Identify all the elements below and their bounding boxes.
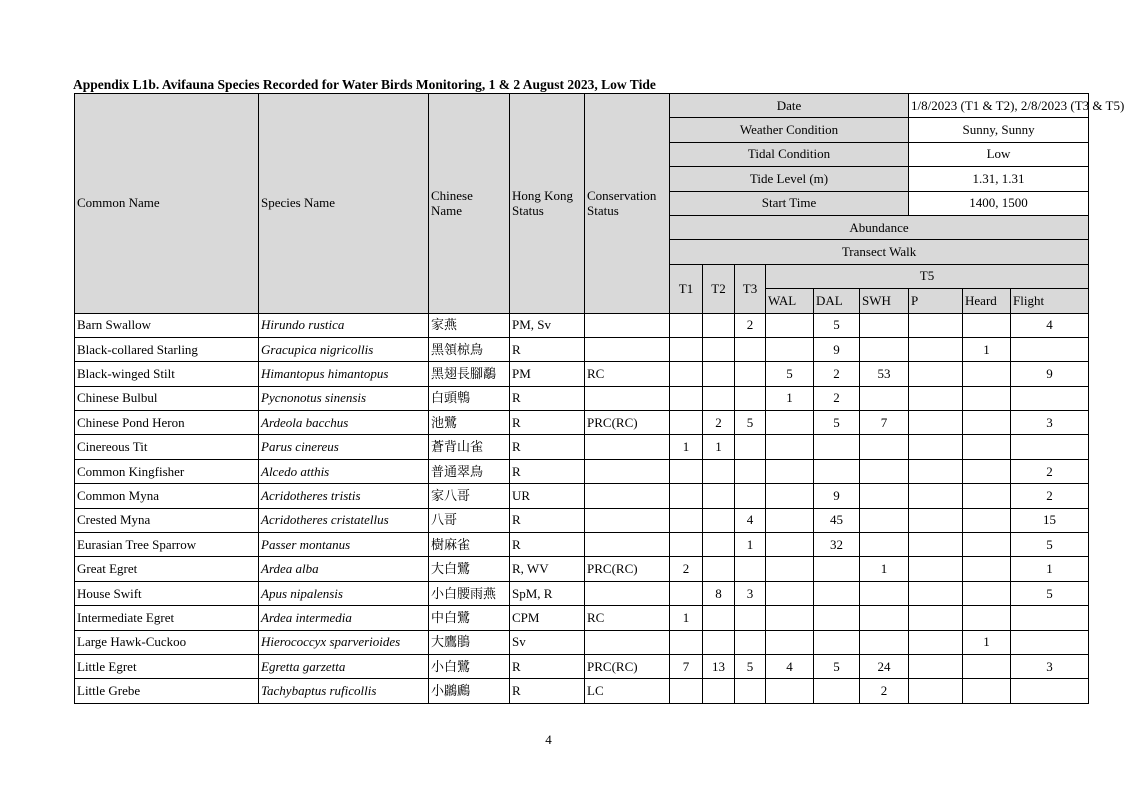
heard-count-cell xyxy=(963,386,1011,410)
t1-count-cell xyxy=(670,484,703,508)
swh-count-cell xyxy=(860,606,909,630)
dal-count-cell: 9 xyxy=(814,337,860,361)
swh-count-cell xyxy=(860,630,909,654)
heard-count-cell: 1 xyxy=(963,337,1011,361)
header-flight: Flight xyxy=(1011,289,1089,313)
hk-status-cell: SpM, R xyxy=(510,581,585,605)
t2-count-cell xyxy=(703,459,735,483)
t1-count-cell xyxy=(670,533,703,557)
wal-count-cell xyxy=(766,630,814,654)
dal-count-cell xyxy=(814,630,860,654)
t1-count-cell: 2 xyxy=(670,557,703,581)
dal-count-cell: 5 xyxy=(814,654,860,678)
table-row xyxy=(75,606,1089,630)
header-p: P xyxy=(909,289,963,313)
common-name-cell: Barn Swallow xyxy=(75,313,259,337)
header-weather-label: Weather Condition xyxy=(670,118,909,142)
t1-count-cell: 1 xyxy=(670,606,703,630)
common-name-cell: House Swift xyxy=(75,581,259,605)
table-body xyxy=(75,313,1089,703)
heard-count-cell xyxy=(963,508,1011,532)
species-name-cell: Acridotheres tristis xyxy=(259,484,429,508)
dal-count-cell xyxy=(814,435,860,459)
dal-count-cell xyxy=(814,459,860,483)
table-header xyxy=(75,94,1124,314)
conservation-status-cell: PRC(RC) xyxy=(585,654,670,678)
flight-count-cell: 5 xyxy=(1011,533,1089,557)
heard-count-cell xyxy=(963,411,1011,435)
wal-count-cell xyxy=(766,557,814,581)
page-number: 4 xyxy=(545,732,552,747)
dal-count-cell: 2 xyxy=(814,386,860,410)
t2-count-cell xyxy=(703,508,735,532)
swh-count-cell xyxy=(860,581,909,605)
table-row xyxy=(75,654,1089,678)
p-count-cell xyxy=(909,337,963,361)
table-row xyxy=(75,484,1089,508)
table-row xyxy=(75,386,1089,410)
hk-status-cell: R xyxy=(510,533,585,557)
t3-count-cell xyxy=(735,679,766,703)
swh-count-cell xyxy=(860,435,909,459)
species-name-cell: Himantopus himantopus xyxy=(259,362,429,386)
p-count-cell xyxy=(909,411,963,435)
t1-count-cell: 7 xyxy=(670,654,703,678)
header-common-name: Common Name xyxy=(75,94,259,314)
swh-count-cell: 1 xyxy=(860,557,909,581)
header-heard: Heard xyxy=(963,289,1011,313)
flight-count-cell: 2 xyxy=(1011,459,1089,483)
species-name-cell: Parus cinereus xyxy=(259,435,429,459)
conservation-status-cell xyxy=(585,533,670,557)
p-count-cell xyxy=(909,654,963,678)
t3-count-cell: 2 xyxy=(735,313,766,337)
dal-count-cell: 45 xyxy=(814,508,860,532)
hk-status-cell: PM, Sv xyxy=(510,313,585,337)
dal-count-cell xyxy=(814,679,860,703)
t3-count-cell xyxy=(735,435,766,459)
wal-count-cell xyxy=(766,533,814,557)
flight-count-cell xyxy=(1011,435,1089,459)
t2-count-cell xyxy=(703,533,735,557)
chinese-name-cell: 中白鷺 xyxy=(429,606,510,630)
flight-count-cell xyxy=(1011,679,1089,703)
dal-count-cell xyxy=(814,606,860,630)
wal-count-cell xyxy=(766,606,814,630)
chinese-name-cell: 八哥 xyxy=(429,508,510,532)
swh-count-cell xyxy=(860,508,909,532)
t1-count-cell xyxy=(670,362,703,386)
flight-count-cell xyxy=(1011,630,1089,654)
common-name-cell: Common Myna xyxy=(75,484,259,508)
t1-count-cell xyxy=(670,581,703,605)
t3-count-cell: 4 xyxy=(735,508,766,532)
conservation-status-cell xyxy=(585,337,670,361)
wal-count-cell xyxy=(766,679,814,703)
conservation-status-cell xyxy=(585,435,670,459)
t3-count-cell xyxy=(735,484,766,508)
t1-count-cell xyxy=(670,679,703,703)
common-name-cell: Chinese Pond Heron xyxy=(75,411,259,435)
t1-count-cell xyxy=(670,313,703,337)
p-count-cell xyxy=(909,459,963,483)
p-count-cell xyxy=(909,630,963,654)
wal-count-cell: 4 xyxy=(766,654,814,678)
species-name-cell: Gracupica nigricollis xyxy=(259,337,429,361)
species-name-cell: Egretta garzetta xyxy=(259,654,429,678)
wal-count-cell xyxy=(766,508,814,532)
chinese-name-cell: 普通翠鳥 xyxy=(429,459,510,483)
wal-count-cell xyxy=(766,313,814,337)
hk-status-cell: R, WV xyxy=(510,557,585,581)
table-row xyxy=(75,630,1089,654)
table-row xyxy=(75,581,1089,605)
hk-status-cell: R xyxy=(510,411,585,435)
header-start-time-value: 1400, 1500 xyxy=(909,191,1089,215)
header-transect-walk: Transect Walk xyxy=(670,240,1089,264)
conservation-status-cell xyxy=(585,459,670,483)
common-name-cell: Common Kingfisher xyxy=(75,459,259,483)
t3-count-cell xyxy=(735,606,766,630)
header-tidal-value: Low xyxy=(909,142,1089,166)
t2-count-cell xyxy=(703,386,735,410)
t2-count-cell xyxy=(703,630,735,654)
dal-count-cell: 9 xyxy=(814,484,860,508)
species-table xyxy=(74,93,1124,704)
common-name-cell: Little Egret xyxy=(75,654,259,678)
dal-count-cell: 32 xyxy=(814,533,860,557)
chinese-name-cell: 小白鷺 xyxy=(429,654,510,678)
table-row xyxy=(75,411,1089,435)
conservation-status-cell: PRC(RC) xyxy=(585,411,670,435)
conservation-status-cell xyxy=(585,581,670,605)
swh-count-cell: 7 xyxy=(860,411,909,435)
species-name-cell: Ardea intermedia xyxy=(259,606,429,630)
chinese-name-cell: 黑翅長腳鷸 xyxy=(429,362,510,386)
p-count-cell xyxy=(909,533,963,557)
species-name-cell: Apus nipalensis xyxy=(259,581,429,605)
header-wal: WAL xyxy=(766,289,814,313)
t1-count-cell xyxy=(670,386,703,410)
dal-count-cell xyxy=(814,581,860,605)
swh-count-cell xyxy=(860,337,909,361)
wal-count-cell xyxy=(766,484,814,508)
t2-count-cell xyxy=(703,484,735,508)
chinese-name-cell: 大白鷺 xyxy=(429,557,510,581)
hk-status-cell: CPM xyxy=(510,606,585,630)
conservation-status-cell xyxy=(585,313,670,337)
common-name-cell: Black-winged Stilt xyxy=(75,362,259,386)
hk-status-cell: R xyxy=(510,337,585,361)
chinese-name-cell: 小鸊鷉 xyxy=(429,679,510,703)
header-tide-level-label: Tide Level (m) xyxy=(670,167,909,191)
hk-status-cell: PM xyxy=(510,362,585,386)
wal-count-cell: 1 xyxy=(766,386,814,410)
p-count-cell xyxy=(909,313,963,337)
dal-count-cell: 5 xyxy=(814,411,860,435)
p-count-cell xyxy=(909,581,963,605)
header-t2: T2 xyxy=(703,264,735,313)
species-name-cell: Pycnonotus sinensis xyxy=(259,386,429,410)
p-count-cell xyxy=(909,484,963,508)
heard-count-cell xyxy=(963,606,1011,630)
heard-count-cell xyxy=(963,459,1011,483)
p-count-cell xyxy=(909,679,963,703)
common-name-cell: Great Egret xyxy=(75,557,259,581)
hk-status-cell: UR xyxy=(510,484,585,508)
common-name-cell: Chinese Bulbul xyxy=(75,386,259,410)
swh-count-cell xyxy=(860,313,909,337)
hk-status-cell: R xyxy=(510,386,585,410)
swh-count-cell xyxy=(860,484,909,508)
p-count-cell xyxy=(909,362,963,386)
t3-count-cell xyxy=(735,337,766,361)
p-count-cell xyxy=(909,606,963,630)
header-tidal-label: Tidal Condition xyxy=(670,142,909,166)
table-row xyxy=(75,362,1089,386)
header-weather-value: Sunny, Sunny xyxy=(909,118,1089,142)
t1-count-cell xyxy=(670,630,703,654)
t1-count-cell xyxy=(670,411,703,435)
header-hk-status: Hong Kong Status xyxy=(510,94,585,314)
header-conservation-status: Conservation Status xyxy=(585,94,670,314)
t2-count-cell xyxy=(703,313,735,337)
header-date-label: Date xyxy=(670,94,909,118)
conservation-status-cell: PRC(RC) xyxy=(585,557,670,581)
hk-status-cell: R xyxy=(510,459,585,483)
species-name-cell: Ardeola bacchus xyxy=(259,411,429,435)
wal-count-cell xyxy=(766,435,814,459)
flight-count-cell: 9 xyxy=(1011,362,1089,386)
table-row xyxy=(75,435,1089,459)
chinese-name-cell: 白頭鵯 xyxy=(429,386,510,410)
wal-count-cell xyxy=(766,581,814,605)
chinese-name-cell: 小白腰雨燕 xyxy=(429,581,510,605)
swh-count-cell: 2 xyxy=(860,679,909,703)
t2-count-cell: 1 xyxy=(703,435,735,459)
chinese-name-cell: 池鷺 xyxy=(429,411,510,435)
t2-count-cell: 13 xyxy=(703,654,735,678)
t2-count-cell xyxy=(703,362,735,386)
chinese-name-cell: 大鷹鵑 xyxy=(429,630,510,654)
conservation-status-cell xyxy=(585,386,670,410)
wal-count-cell xyxy=(766,337,814,361)
t3-count-cell xyxy=(735,362,766,386)
swh-count-cell: 24 xyxy=(860,654,909,678)
common-name-cell: Eurasian Tree Sparrow xyxy=(75,533,259,557)
p-count-cell xyxy=(909,508,963,532)
conservation-status-cell: RC xyxy=(585,362,670,386)
species-name-cell: Passer montanus xyxy=(259,533,429,557)
header-t5: T5 xyxy=(766,264,1089,288)
table-row xyxy=(75,679,1089,703)
species-name-cell: Tachybaptus ruficollis xyxy=(259,679,429,703)
t3-count-cell xyxy=(735,557,766,581)
table-row xyxy=(75,337,1089,361)
chinese-name-cell: 蒼背山雀 xyxy=(429,435,510,459)
hk-status-cell: R xyxy=(510,654,585,678)
flight-count-cell: 4 xyxy=(1011,313,1089,337)
flight-count-cell: 3 xyxy=(1011,411,1089,435)
flight-count-cell: 2 xyxy=(1011,484,1089,508)
header-dal: DAL xyxy=(814,289,860,313)
chinese-name-cell: 家燕 xyxy=(429,313,510,337)
flight-count-cell xyxy=(1011,386,1089,410)
t2-count-cell xyxy=(703,557,735,581)
dal-count-cell: 2 xyxy=(814,362,860,386)
conservation-status-cell: RC xyxy=(585,606,670,630)
dal-count-cell: 5 xyxy=(814,313,860,337)
flight-count-cell xyxy=(1011,337,1089,361)
p-count-cell xyxy=(909,557,963,581)
species-name-cell: Hirundo rustica xyxy=(259,313,429,337)
table-row xyxy=(75,557,1089,581)
common-name-cell: Crested Myna xyxy=(75,508,259,532)
hk-status-cell: Sv xyxy=(510,630,585,654)
hk-status-cell: R xyxy=(510,679,585,703)
chinese-name-cell: 黑領椋鳥 xyxy=(429,337,510,361)
heard-count-cell xyxy=(963,654,1011,678)
header-abundance: Abundance xyxy=(670,215,1089,239)
heard-count-cell xyxy=(963,533,1011,557)
common-name-cell: Large Hawk-Cuckoo xyxy=(75,630,259,654)
chinese-name-cell: 樹麻雀 xyxy=(429,533,510,557)
heard-count-cell xyxy=(963,581,1011,605)
flight-count-cell xyxy=(1011,606,1089,630)
conservation-status-cell xyxy=(585,484,670,508)
dal-count-cell xyxy=(814,557,860,581)
swh-count-cell xyxy=(860,533,909,557)
heard-count-cell xyxy=(963,484,1011,508)
flight-count-cell: 3 xyxy=(1011,654,1089,678)
conservation-status-cell xyxy=(585,508,670,532)
header-t1: T1 xyxy=(670,264,703,313)
t2-count-cell xyxy=(703,679,735,703)
hk-status-cell: R xyxy=(510,435,585,459)
heard-count-cell xyxy=(963,313,1011,337)
p-count-cell xyxy=(909,386,963,410)
swh-count-cell xyxy=(860,386,909,410)
flight-count-cell: 1 xyxy=(1011,557,1089,581)
table-row xyxy=(75,533,1089,557)
header-t3: T3 xyxy=(735,264,766,313)
common-name-cell: Little Grebe xyxy=(75,679,259,703)
common-name-cell: Cinereous Tit xyxy=(75,435,259,459)
header-tide-level-value: 1.31, 1.31 xyxy=(909,167,1089,191)
t1-count-cell xyxy=(670,508,703,532)
header-species-name: Species Name xyxy=(259,94,429,314)
wal-count-cell: 5 xyxy=(766,362,814,386)
heard-count-cell xyxy=(963,362,1011,386)
species-name-cell: Hierococcyx sparverioides xyxy=(259,630,429,654)
t3-count-cell xyxy=(735,459,766,483)
t3-count-cell xyxy=(735,630,766,654)
swh-count-cell: 53 xyxy=(860,362,909,386)
t2-count-cell xyxy=(703,606,735,630)
t2-count-cell: 8 xyxy=(703,581,735,605)
table-row xyxy=(75,459,1089,483)
flight-count-cell: 5 xyxy=(1011,581,1089,605)
wal-count-cell xyxy=(766,411,814,435)
t2-count-cell: 2 xyxy=(703,411,735,435)
t1-count-cell xyxy=(670,337,703,361)
species-name-cell: Acridotheres cristatellus xyxy=(259,508,429,532)
conservation-status-cell: LC xyxy=(585,679,670,703)
t3-count-cell: 5 xyxy=(735,411,766,435)
species-name-cell: Ardea alba xyxy=(259,557,429,581)
header-date-value: 1/8/2023 (T1 & T2), 2/8/2023 (T3 & T5) xyxy=(909,94,1089,118)
header-swh: SWH xyxy=(860,289,909,313)
t3-count-cell xyxy=(735,386,766,410)
t1-count-cell: 1 xyxy=(670,435,703,459)
header-start-time-label: Start Time xyxy=(670,191,909,215)
t1-count-cell xyxy=(670,459,703,483)
heard-count-cell: 1 xyxy=(963,630,1011,654)
p-count-cell xyxy=(909,435,963,459)
flight-count-cell: 15 xyxy=(1011,508,1089,532)
t3-count-cell: 5 xyxy=(735,654,766,678)
conservation-status-cell xyxy=(585,630,670,654)
table-row xyxy=(75,313,1089,337)
t2-count-cell xyxy=(703,337,735,361)
heard-count-cell xyxy=(963,679,1011,703)
t3-count-cell: 3 xyxy=(735,581,766,605)
t3-count-cell: 1 xyxy=(735,533,766,557)
hk-status-cell: R xyxy=(510,508,585,532)
header-chinese-name: Chinese Name xyxy=(429,94,510,314)
heard-count-cell xyxy=(963,557,1011,581)
table-row xyxy=(75,508,1089,532)
swh-count-cell xyxy=(860,459,909,483)
common-name-cell: Black-collared Starling xyxy=(75,337,259,361)
appendix-title: Appendix L1b. Avifauna Species Recorded for Water Birds Monitoring, 1 & 2 August 2023, Low Tide xyxy=(73,77,656,92)
chinese-name-cell: 家八哥 xyxy=(429,484,510,508)
common-name-cell: Intermediate Egret xyxy=(75,606,259,630)
species-name-cell: Alcedo atthis xyxy=(259,459,429,483)
heard-count-cell xyxy=(963,435,1011,459)
wal-count-cell xyxy=(766,459,814,483)
